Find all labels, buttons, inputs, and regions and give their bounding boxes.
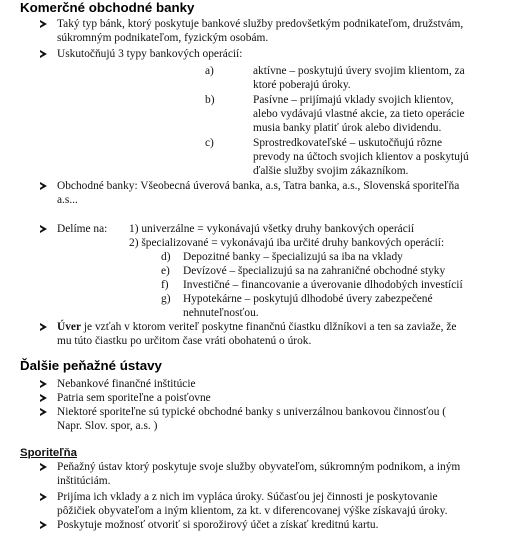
operation-text: aktívne – poskytujú úvery svojim klientom, za	[253, 65, 465, 77]
bullet-text: mu túto čiastku po určitom čase vráti obohatenú o úrok.	[57, 335, 312, 347]
arrow-bullet-icon	[40, 463, 47, 471]
specialized-bank-text: Depozitné banky – špecializujú sa iba na vklady	[183, 251, 403, 263]
specialized-bank-text: Investičné – financovanie a úverovanie dlhodobých investícií	[183, 279, 463, 291]
numbered-item: 1) univerzálne = vykonávajú všetky druhy bankových operácií	[129, 223, 415, 235]
operation-text: musia banky platiť úrok alebo dividendu.	[253, 122, 442, 134]
bullet-label: Delíme na:	[57, 223, 108, 235]
arrow-bullet-icon	[40, 50, 47, 58]
operation-text: ďalšie služby svojim zákazníkom.	[253, 165, 409, 177]
bullet-text: Prijíma ich vklady a z nich im vypláca úroky. Súčasťou jej činnosti je poskytovanie	[57, 491, 438, 503]
operation-text: alebo vydávajú vlastné akcie, za tieto operácie	[253, 108, 465, 120]
bullet-text: inštitúciám.	[57, 475, 111, 487]
bullet-text: pôžičiek obyvateľom a iným klientom, za kt. v diferencovanej výške získavajú úroky.	[57, 505, 448, 517]
operation-text: Sprostredkovateľské – uskutočňujú rôzne	[253, 137, 443, 149]
bullet-text: Poskytuje možnosť otvoriť si sporožirový účet a získať kreditnú kartu.	[57, 519, 379, 531]
arrow-bullet-icon	[40, 521, 47, 529]
term-uver: Úver	[57, 321, 82, 333]
bullet-text: Peňažný ústav ktorý poskytuje svoje služby obyvateľom, súkromným podnikom, a iným	[57, 461, 461, 473]
bullet-text: Taký typ bánk, ktorý poskytuje bankové služby predovšetkým podnikateľom, družstvám,	[57, 18, 464, 30]
bullet-text: Nebankové finančné inštitúcie	[57, 378, 196, 390]
bullet-text: Uskutočňujú 3 typy bankových operácií:	[57, 48, 243, 60]
bullet-text-rest: je vzťah v ktorom veriteľ poskytne finančnú čiastku dlžníkovi a ten sa zaviaže, že	[81, 321, 457, 333]
list-marker: d)	[161, 251, 171, 263]
arrow-bullet-icon	[40, 493, 47, 501]
specialized-bank-text: nehnuteľnosťou.	[183, 307, 259, 319]
bullet-text: Obchodné banky: Všeobecná úverová banka, a.s, Tatra banka, a.s., Slovenská sporiteľňa	[57, 180, 460, 192]
list-marker: a)	[205, 65, 214, 77]
list-marker: c)	[205, 137, 214, 149]
bullet-text: a.s...	[57, 194, 78, 206]
arrow-bullet-icon	[40, 20, 47, 28]
list-marker: f)	[161, 279, 169, 291]
specialized-bank-text: Hypotekárne – poskytujú dlhodobé úvery zabezpečené	[183, 293, 433, 305]
operation-text: Pasívne – prijímajú vklady svojich klientov,	[253, 94, 454, 106]
arrow-bullet-icon	[40, 394, 47, 402]
operation-text: ktoré poberajú úroky.	[253, 79, 351, 91]
list-marker: b)	[205, 94, 215, 106]
bullet-text: Napr. Slov. spor, a.s. )	[57, 420, 158, 432]
arrow-bullet-icon	[40, 408, 47, 416]
arrow-bullet-icon	[40, 225, 47, 233]
bullet-text: Patria sem sporiteľne a poisťovne	[57, 392, 211, 404]
bullet-text	[57, 320, 457, 334]
arrow-bullet-icon	[40, 323, 47, 331]
arrow-bullet-icon	[40, 182, 47, 190]
specialized-bank-text: Devízové – špecializujú sa na zahraničné obchodné styky	[183, 265, 446, 277]
bullet-text: súkromným podnikateľom, fyzickým osobám.	[57, 32, 269, 44]
operation-text: prevody na účtoch svojich klientov a poskytujú	[253, 151, 469, 163]
list-marker: g)	[161, 293, 171, 305]
section-title-komercne-banky: Komerčné obchodné banky	[20, 0, 195, 15]
section-title-dalsie-ustavy: Ďalšie peňažné ústavy	[20, 358, 162, 373]
numbered-item: 2) špecializované = vykonávajú iba určité druhy bankových operácií:	[129, 237, 445, 249]
section-title-sporitelna: Sporiteľňa	[20, 447, 77, 459]
arrow-bullet-icon	[40, 380, 47, 388]
bullet-text: Niektoré sporiteľne sú typické obchodné banky s univerzálnou bankovou činnosťou (	[57, 406, 447, 418]
list-marker: e)	[161, 265, 170, 277]
